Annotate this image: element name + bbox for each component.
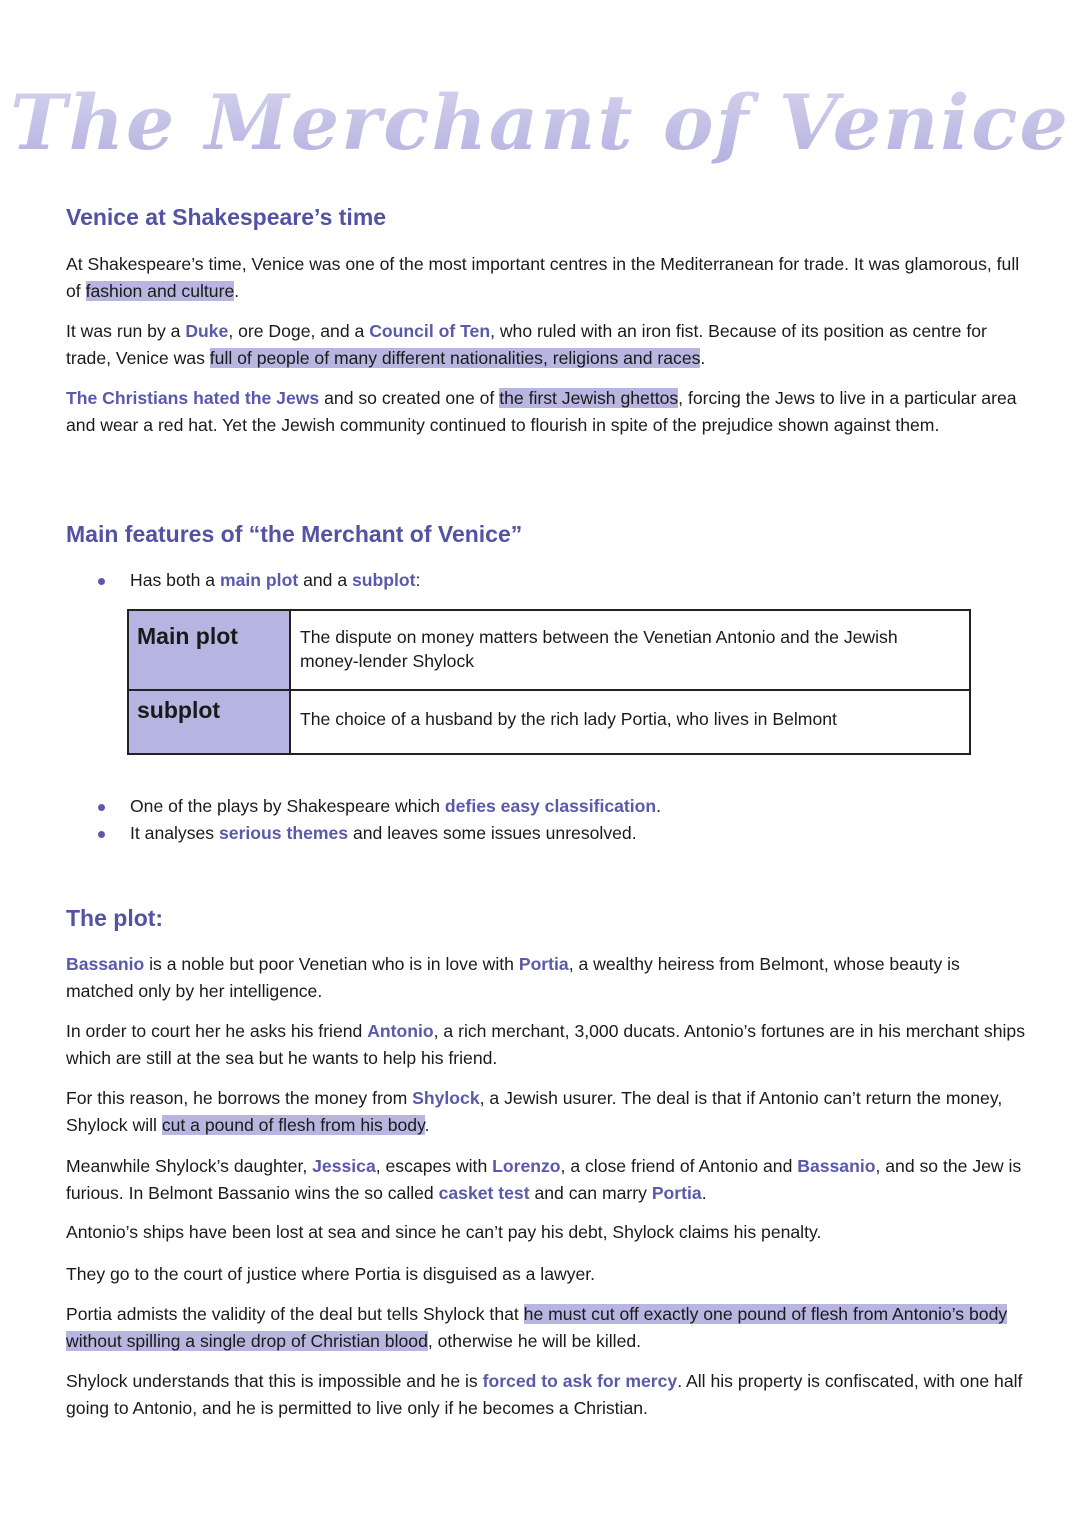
paragraph-jewish-ghettos: The Christians hated the Jews and so created one of the first Jewish ghettos, forcing the Jews to live in a particular area and wear a red hat. Yet the Jewish community continued to flourish in spite of the prejudice shown against them.	[66, 388, 1017, 435]
row-value: The choice of a husband by the rich lady Portia, who lives in Belmont	[290, 690, 970, 754]
paragraph-plot-3: For this reason, he borrows the money from Shylock, a Jewish usurer. The deal is that if Antonio can’t return the money, Shylock will cut a pound of flesh from his body.	[66, 1088, 1003, 1135]
row-value: The dispute on money matters between the Venetian Antonio and the Jewish money-lender Shylock	[290, 610, 970, 690]
heading-venice: Venice at Shakespeare’s time	[66, 204, 387, 230]
paragraph-plot-5: Antonio’s ships have been lost at sea and since he can’t pay his debt, Shylock claims his penalty.	[66, 1222, 822, 1242]
document-title: The Merchant of Venice	[0, 78, 1080, 167]
heading-main-features: Main features of “the Merchant of Venice”	[66, 521, 523, 547]
bullet-icon	[98, 831, 105, 838]
row-label: subplot	[128, 690, 290, 754]
highlight: cut a pound of flesh from his body	[161, 1114, 425, 1135]
table-row	[128, 610, 970, 690]
highlight: full of people of many different nationalities, religions and races	[209, 347, 701, 368]
bullet-themes: It analyses serious themes and leaves some issues unresolved.	[66, 820, 661, 847]
bullet-plots: Has both a main plot and a subplot:	[66, 567, 420, 594]
features-list-1	[66, 567, 420, 594]
bullet-icon	[98, 804, 105, 811]
paragraph-plot-1: Bassanio is a noble but poor Venetian who is in love with Portia, a wealthy heiress from Belmont, whose beauty is matched only by her intelligence.	[66, 954, 960, 1001]
paragraph-plot-4: Meanwhile Shylock’s daughter, Jessica, escapes with Lorenzo, a close friend of Antonio and Bassanio, and so the Jew is furious. In Belmont Bassanio wins the so called casket test and can marry Portia.	[66, 1156, 1022, 1203]
features-list-2	[66, 793, 661, 847]
paragraph-plot-8: Shylock understands that this is impossible and he is forced to ask for mercy. All his property is confiscated, with one half going to Antonio, and he is permitted to live only if he becomes a Christian.	[66, 1371, 1023, 1418]
highlight: fashion and culture	[85, 280, 235, 301]
plot-table	[127, 609, 971, 755]
heading-plot: The plot:	[66, 905, 164, 931]
highlight: the first Jewish ghettos	[499, 388, 679, 408]
row-label: Main plot	[128, 610, 290, 690]
paragraph-venice-trade: At Shakespeare’s time, Venice was one of the most important centres in the Mediterranean for trade. It was glamorous, full of fashion and culture.	[66, 254, 1020, 301]
paragraph-plot-7: Portia admists the validity of the deal but tells Shylock that he must cut off exactly one pound of flesh from Antonio’s body without spilling a single drop of Christian blood, otherwise he will be killed.	[66, 1304, 1008, 1351]
bullet-icon	[98, 578, 105, 585]
highlight: he must cut off exactly one pound of flesh from Antonio’s body without spilling a single drop of Christian blood	[66, 1304, 1008, 1351]
paragraph-venice-rule: It was run by a Duke, ore Doge, and a Council of Ten, who ruled with an iron fist. Because of its position as centre for trade, Venice was full of people of many different nationalities, religions and races.	[66, 321, 987, 368]
paragraph-plot-2: In order to court her he asks his friend Antonio, a rich merchant, 3,000 ducats. Antonio’s fortunes are in his merchant ships which are still at the sea but he wants to help his friend.	[66, 1021, 1025, 1068]
bullet-classification: One of the plays by Shakespeare which defies easy classification.	[66, 793, 661, 820]
paragraph-plot-6: They go to the court of justice where Portia is disguised as a lawyer.	[66, 1264, 596, 1284]
table-row	[128, 690, 970, 754]
